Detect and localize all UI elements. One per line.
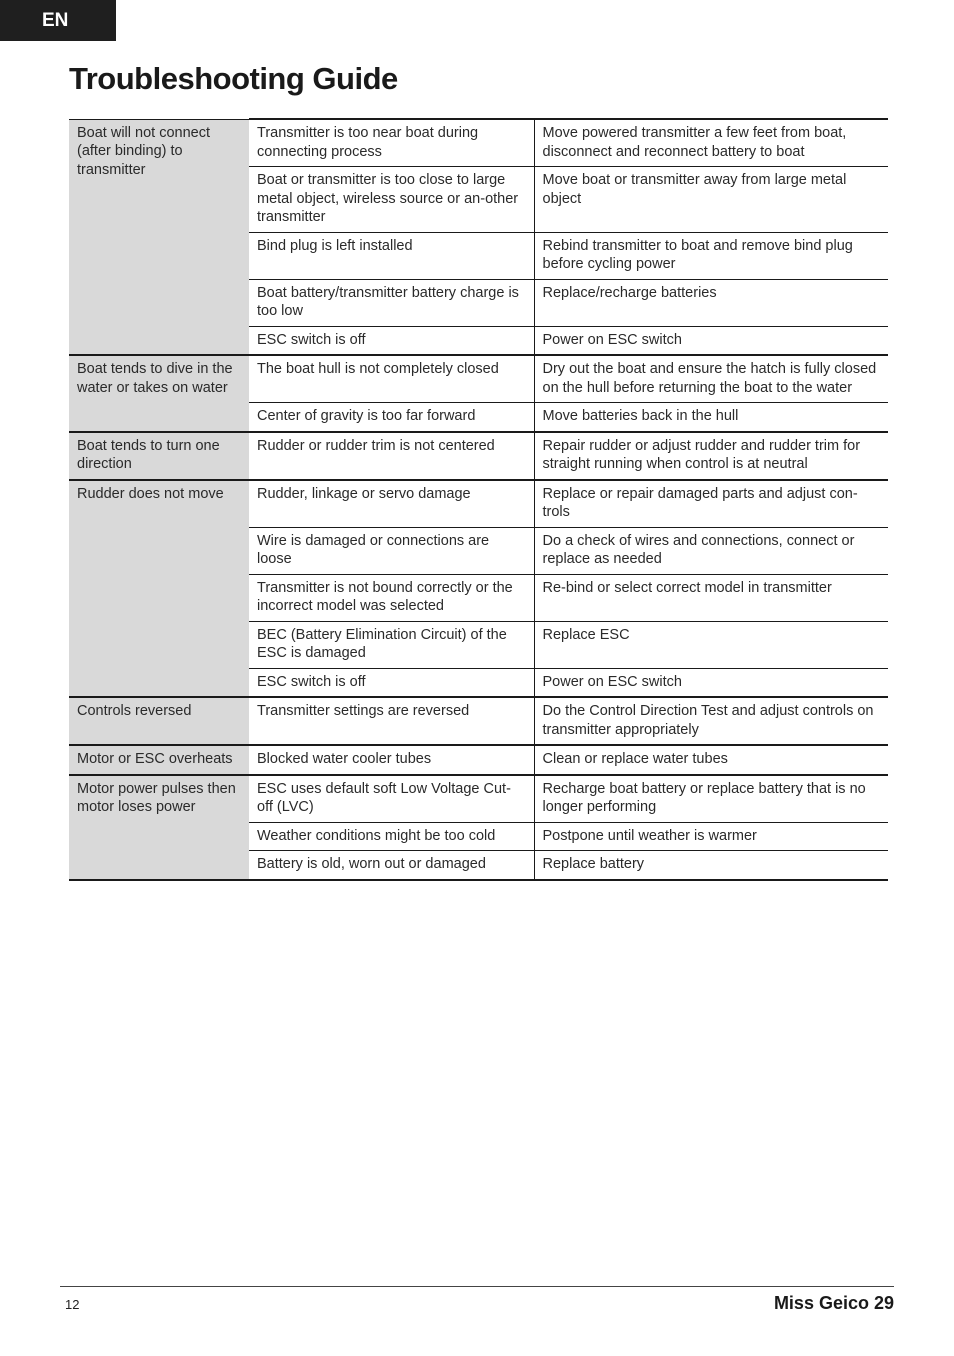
solution-cell: Do the Control Direction Test and adjust controls on transmitter appropriately <box>534 697 888 745</box>
cause-cell: Wire is damaged or connections are loose <box>249 527 534 574</box>
product-name: Miss Geico 29 <box>773 1293 894 1313</box>
cause-cell: Blocked water cooler tubes <box>249 745 534 775</box>
table-row <box>69 775 888 823</box>
page-number: 12 <box>65 1297 80 1312</box>
problem-cell: Boat tends to turn one direction <box>69 432 249 480</box>
solution-cell: Replace ESC <box>534 621 888 668</box>
problem-cell: Motor or ESC overheats <box>69 745 249 775</box>
cause-cell: Rudder or rudder trim is not centered <box>249 432 534 480</box>
language-tab: EN <box>0 0 116 41</box>
troubleshooting-table-body <box>69 119 888 880</box>
problem-cell: Controls reversed <box>69 697 249 745</box>
solution-cell: Dry out the boat and ensure the hatch is fully closed on the hull before returning the boat to the water <box>534 355 888 403</box>
cause-cell: Rudder, linkage or servo damage <box>249 480 534 528</box>
cause-cell: BEC (Battery Elimination Circuit) of the ESC is damaged <box>249 621 534 668</box>
solution-cell: Replace/recharge batteries <box>534 279 888 326</box>
solution-cell: Replace battery <box>534 851 888 880</box>
cause-cell: Battery is old, worn out or damaged <box>249 851 534 880</box>
cause-cell: The boat hull is not completely closed <box>249 355 534 403</box>
cause-cell: Boat battery/transmitter battery charge is too low <box>249 279 534 326</box>
table-row <box>69 355 888 403</box>
solution-cell: Replace or repair damaged parts and adjust con-trols <box>534 480 888 528</box>
troubleshooting-table <box>69 118 888 881</box>
cause-cell: Weather conditions might be too cold <box>249 822 534 851</box>
solution-cell: Move batteries back in the hull <box>534 403 888 432</box>
problem-cell: Boat will not connect (after binding) to transmitter <box>69 119 249 355</box>
table-row <box>69 432 888 480</box>
problem-cell: Boat tends to dive in the water or takes on water <box>69 355 249 432</box>
cause-cell: Center of gravity is too far forward <box>249 403 534 432</box>
page-title: Troubleshooting Guide <box>69 61 398 96</box>
solution-cell: Move boat or transmitter away from large metal object <box>534 167 888 233</box>
table-row <box>69 697 888 745</box>
solution-cell: Move powered transmitter a few feet from boat, disconnect and reconnect battery to boat <box>534 119 888 167</box>
solution-cell: Repair rudder or adjust rudder and rudder trim for straight running when control is at neutral <box>534 432 888 480</box>
table-row <box>69 119 888 167</box>
solution-cell: Clean or replace water tubes <box>534 745 888 775</box>
solution-cell: Re-bind or select correct model in transmitter <box>534 574 888 621</box>
cause-cell: Bind plug is left installed <box>249 232 534 279</box>
solution-cell: Power on ESC switch <box>534 326 888 355</box>
cause-cell: ESC uses default soft Low Voltage Cut-off (LVC) <box>249 775 534 823</box>
solution-cell: Do a check of wires and connections, connect or replace as needed <box>534 527 888 574</box>
cause-cell: Transmitter is too near boat during connecting process <box>249 119 534 167</box>
cause-cell: Transmitter is not bound correctly or the incorrect model was selected <box>249 574 534 621</box>
solution-cell: Rebind transmitter to boat and remove bind plug before cycling power <box>534 232 888 279</box>
cause-cell: ESC switch is off <box>249 326 534 355</box>
solution-cell: Postpone until weather is warmer <box>534 822 888 851</box>
solution-cell: Power on ESC switch <box>534 668 888 697</box>
table-row <box>69 745 888 775</box>
cause-cell: Transmitter settings are reversed <box>249 697 534 745</box>
footer-divider <box>60 1286 894 1287</box>
cause-cell: ESC switch is off <box>249 668 534 697</box>
problem-cell: Motor power pulses then motor loses power <box>69 775 249 880</box>
cause-cell: Boat or transmitter is too close to large metal object, wireless source or an-other transmitter <box>249 167 534 233</box>
solution-cell: Recharge boat battery or replace battery that is no longer performing <box>534 775 888 823</box>
table-row <box>69 480 888 528</box>
problem-cell: Rudder does not move <box>69 480 249 698</box>
